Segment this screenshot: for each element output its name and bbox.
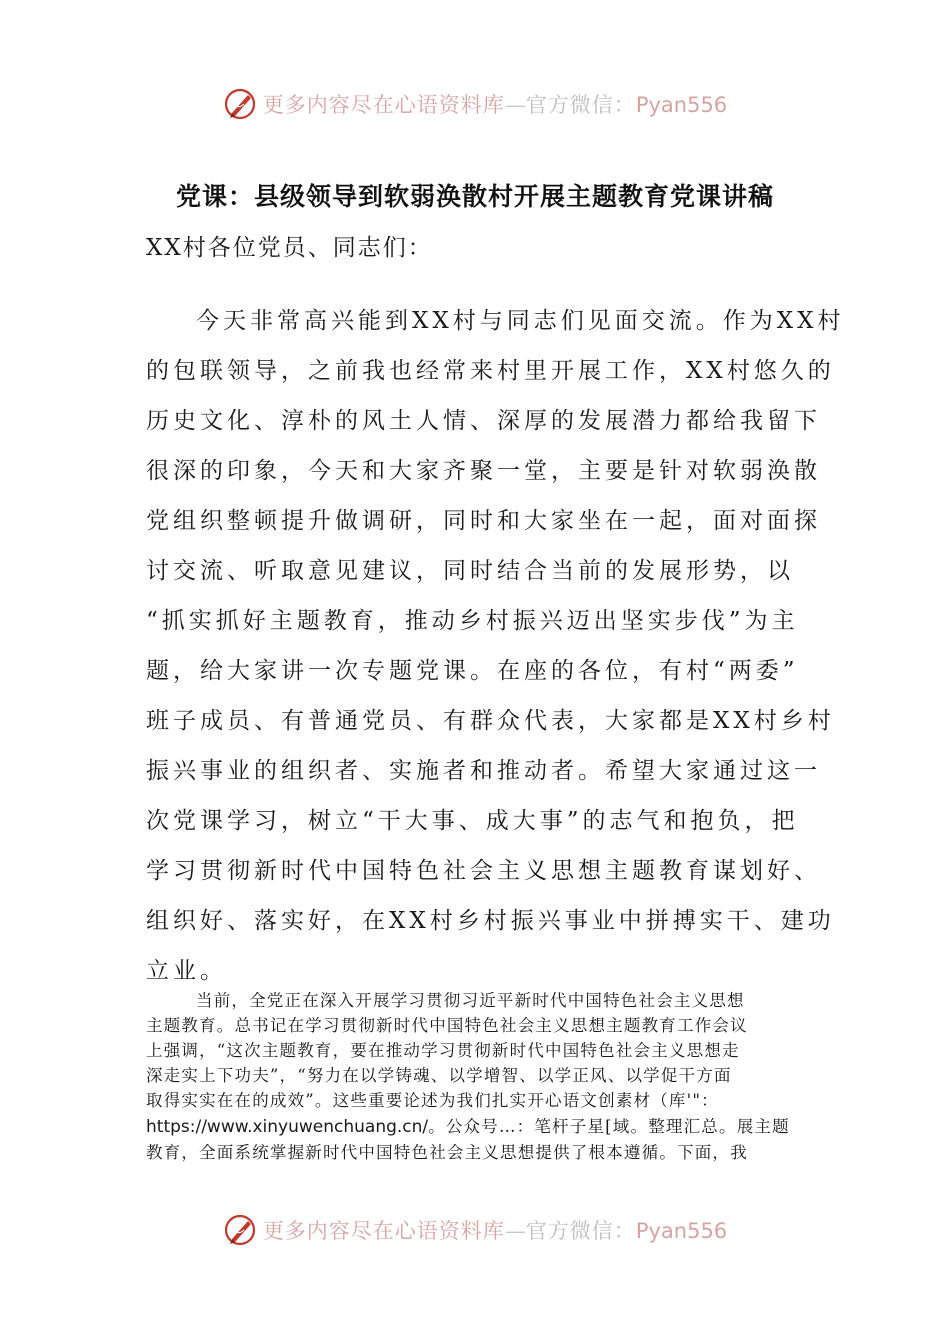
watermark-text	[263, 89, 727, 119]
body-line: “抓实抓好主题教育，推动乡村振兴迈出坚实步伐”为主	[146, 608, 799, 634]
watermark-banner-top	[0, 82, 950, 126]
watermark-banner-bottom	[0, 1208, 950, 1252]
body-line: 次党课学习，树立“干大事、成大事”的志气和抱负，把	[146, 808, 799, 834]
body-line: 今天非常高兴能到XX村与同志们见面交流。作为XX村	[196, 308, 845, 334]
small-body-line: 取得实实在在的成效”。这些重要论述为我们扎实开心语文创素材（库'"：	[146, 1091, 719, 1110]
watermark-wechat-label: 官方微信：	[525, 1219, 636, 1243]
body-line: 党组织整顿提升做调研，同时和大家坐在一起，面对面探	[146, 508, 821, 534]
watermark-wechat-id: Pyan556	[635, 93, 728, 117]
watermark-main-text: 更多内容尽在心语资料库	[262, 1219, 505, 1243]
body-line: 振兴事业的组织者、实施者和推动者。希望大家通过这一	[146, 758, 821, 784]
small-body-line: 主题教育。总书记在学习贯彻新时代中国特色社会主义思想主题教育工作会议	[146, 1016, 748, 1035]
document-title: 党课：县级领导到软弱涣散村开展主题教育党课讲稿	[175, 182, 774, 211]
small-body-line-with-url	[146, 1114, 806, 1139]
body-line: 的包联领导，之前我也经常来村里开展工作，XX村悠久的	[146, 358, 835, 384]
watermark-text	[263, 1215, 727, 1245]
pen-in-circle-logo-icon	[223, 1213, 257, 1247]
watermark-separator: —	[504, 93, 526, 117]
watermark-wechat-label: 官方微信：	[525, 93, 636, 117]
body-line: 立业。	[146, 958, 227, 984]
small-body-line: 教育，全面系统掌握新时代中国特色社会主义思想提供了根本遵循。下面，我	[146, 1143, 748, 1162]
small-body-line: 当前，全党正在深入开展学习贯彻习近平新时代中国特色社会主义思想	[196, 991, 745, 1010]
body-line: 学习贯彻新时代中国特色社会主义思想主题教育谋划好、	[146, 858, 821, 884]
small-body-line: 上强调，“这次主题教育，要在推动学习贯彻新时代中国特色社会主义思想走	[146, 1041, 740, 1060]
pen-in-circle-logo-icon	[223, 87, 257, 121]
watermark-separator: —	[504, 1219, 526, 1243]
watermark-main-text: 更多内容尽在心语资料库	[262, 93, 505, 117]
small-body-line: 深走实上下功夫”，“努力在以学铸魂、以学增智、以学正风、以学促干方面	[146, 1066, 732, 1085]
greeting-line: XX村各位党员、同志们：	[146, 235, 433, 261]
body-line: 讨交流、听取意见建议，同时结合当前的发展形势，以	[146, 558, 794, 584]
url-line-rest: 。公众号…：笔杆子星[域。整理汇总。展主题	[428, 1117, 790, 1136]
body-line: 很深的印象，今天和大家齐聚一堂，主要是针对软弱涣散	[146, 458, 821, 484]
body-line: 班子成员、有普通党员、有群众代表，大家都是XX村乡村	[146, 708, 835, 734]
body-line: 组织好、落实好，在XX村乡村振兴事业中拼搏实干、建功	[146, 908, 835, 934]
watermark-wechat-id: Pyan556	[635, 1219, 728, 1243]
source-url-link[interactable]: https://www.xinyuwenchuang.cn/	[146, 1117, 429, 1137]
body-line: 历史文化、淳朴的风土人情、深厚的发展潜力都给我留下	[146, 408, 821, 434]
body-line: 题，给大家讲一次专题党课。在座的各位，有村“两委”	[146, 658, 799, 684]
